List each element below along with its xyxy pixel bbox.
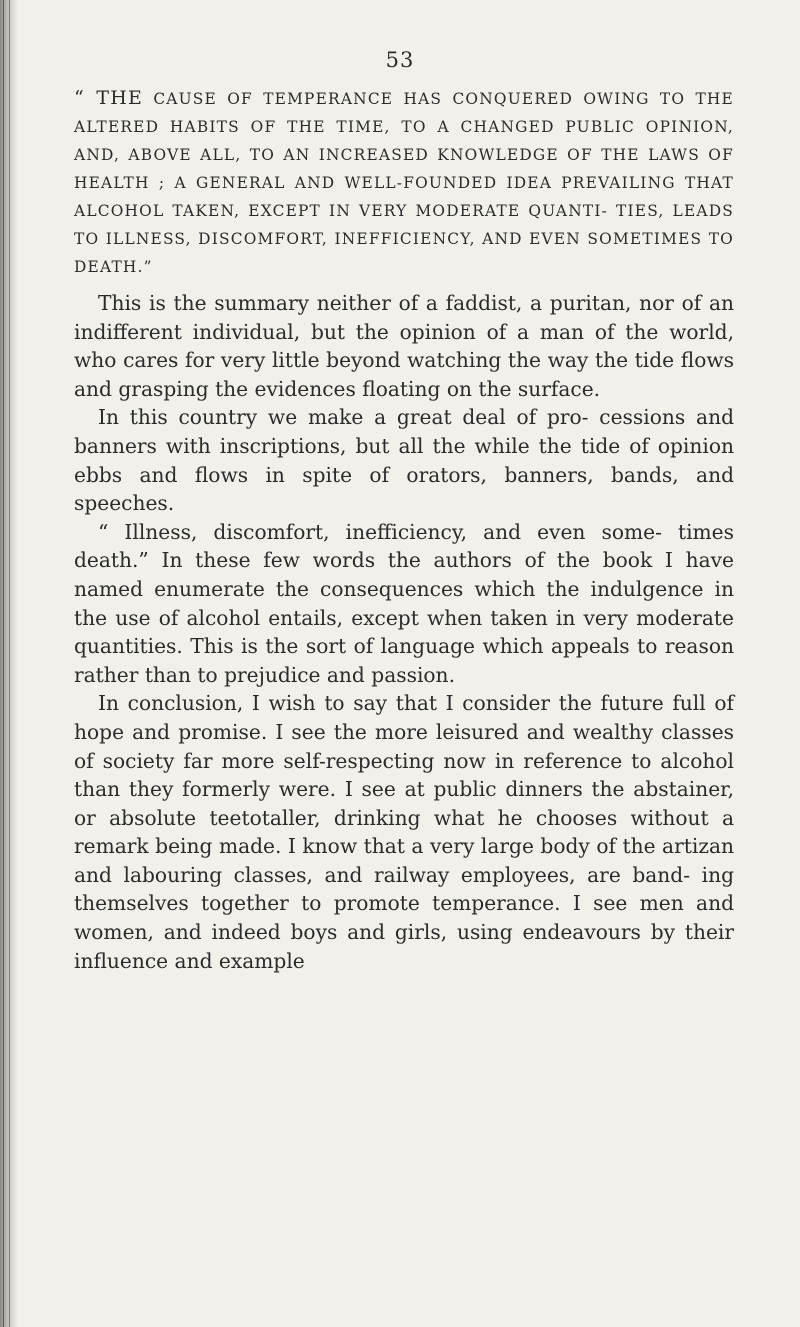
quoted-passage-text: CAUSE OF TEMPERANCE HAS CONQUERED OWING TO THE ALTERED HABITS OF THE TIME, TO A CHANGED PUBLIC OPINION, AND, ABOVE ALL, TO AN INCREASED KNOWLEDGE OF THE LAWS OF HEALTH ; A GENERAL AND WELL-FOUNDED IDEA PREVAILING THAT ALCOHOL TAKEN, EXCEPT IN VERY MODERATE QUANTI- TIES, LEADS TO ILLNESS, DISCOMFORT, INEFFICIENCY, AND EVEN SOMETIMES TO DEATH.” — [74, 90, 734, 276]
paragraph-processions: In this country we make a great deal of pro- cessions and banners with inscriptions, but all the while the tide of opinion ebbs and flows in spite of orators, banners, bands, and speeches. — [74, 405, 734, 516]
paragraph-illness-quote: “ Illness, discomfort, inefficiency, and even some- times death.” In these few words the authors of the book I have named enumerate the consequences which the indulgence in the use of alcohol entails, except when taken in very moderate quantities. This is the sort of language which appeals to reason rather than to prejudice and passion. — [74, 519, 734, 687]
paragraph-conclusion: In conclusion, I wish to say that I consider the future full of hope and promise. I see the more leisured and wealthy classes of society far more self-respecting now in reference to alcohol than they formerly were. I see at public dinners the abstainer, or absolute teetotaller, drinking what he chooses without a remark being made. I know that a very large body of the artizan and labouring classes, and railway employees, are band- ing themselves together to promote temperance. I see men and women, and indeed boys and girls, using endeavours by their influence and example — [74, 691, 734, 973]
paragraph-summary: This is the summary neither of a faddist, a puritan, nor of an indifferent individual, but the opinion of a man of the world, who cares for very little beyond watching the way the tide flows and grasping the evidences floating on the surface. — [74, 291, 734, 401]
spine-line — [3, 0, 4, 1327]
quoted-passage — [74, 84, 734, 281]
page-body — [74, 84, 734, 975]
quoted-passage-opening: “ THE — [74, 87, 144, 109]
spine-line — [9, 0, 10, 1327]
page-number: 53 — [385, 48, 415, 72]
